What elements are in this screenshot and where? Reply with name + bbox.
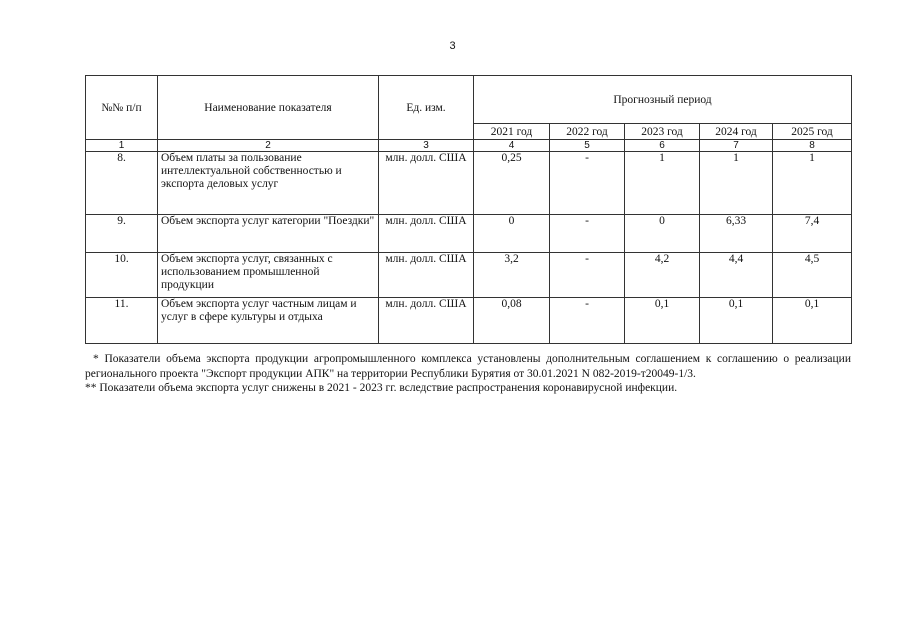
value-cell: 0,25 xyxy=(474,152,550,215)
column-number: 4 xyxy=(474,140,550,152)
row-name: Объем экспорта услуг, связанных с использованием промышленной продукции xyxy=(158,253,379,298)
row-unit: млн. долл. США xyxy=(379,152,474,215)
header-year: 2021 год xyxy=(474,124,550,140)
value-cell: 0,08 xyxy=(474,298,550,344)
header-year: 2022 год xyxy=(550,124,625,140)
header-year: 2023 год xyxy=(625,124,700,140)
row-number: 10. xyxy=(86,253,158,298)
column-number: 6 xyxy=(625,140,700,152)
column-number: 3 xyxy=(379,140,474,152)
column-number: 8 xyxy=(773,140,852,152)
table-row xyxy=(86,298,852,344)
row-number: 9. xyxy=(86,215,158,253)
value-cell: - xyxy=(550,152,625,215)
value-cell: - xyxy=(550,298,625,344)
column-number: 2 xyxy=(158,140,379,152)
row-name: Объем экспорта услуг категории "Поездки" xyxy=(158,215,379,253)
value-cell: 0 xyxy=(625,215,700,253)
row-unit: млн. долл. США xyxy=(379,215,474,253)
column-number: 5 xyxy=(550,140,625,152)
value-cell: 1 xyxy=(625,152,700,215)
header-year: 2024 год xyxy=(700,124,773,140)
value-cell: 0,1 xyxy=(625,298,700,344)
value-cell: 1 xyxy=(700,152,773,215)
header-unit: Ед. изм. xyxy=(379,76,474,140)
value-cell: - xyxy=(550,215,625,253)
value-cell: 7,4 xyxy=(773,215,852,253)
value-cell: 6,33 xyxy=(700,215,773,253)
column-number-row xyxy=(86,140,852,152)
row-number: 11. xyxy=(86,298,158,344)
value-cell: 0,1 xyxy=(700,298,773,344)
row-unit: млн. долл. США xyxy=(379,253,474,298)
row-unit: млн. долл. США xyxy=(379,298,474,344)
row-name: Объем экспорта услуг частным лицам и услуг в сфере культуры и отдыха xyxy=(158,298,379,344)
column-number: 1 xyxy=(86,140,158,152)
table-row xyxy=(86,215,852,253)
value-cell: 0,1 xyxy=(773,298,852,344)
forecast-table xyxy=(85,75,852,344)
row-name: Объем платы за пользование интеллектуальной собственностью и экспорта деловых услуг xyxy=(158,152,379,215)
table-row xyxy=(86,253,852,298)
value-cell: 4,2 xyxy=(625,253,700,298)
footnote-apk: * Показатели объема экспорта продукции агропромышленного комплекса установлены дополнительным соглашением к соглашению о реализации регионального проекта "Экспорт продукции АПК" на территории Республики Бурятия от 30.01.2021 N 082-2019-т20049-1/3. xyxy=(85,353,851,380)
header-period: Прогнозный период xyxy=(474,76,852,124)
header-name: Наименование показателя xyxy=(158,76,379,140)
value-cell: - xyxy=(550,253,625,298)
value-cell: 3,2 xyxy=(474,253,550,298)
footnote-services: ** Показатели объема экспорта услуг снижены в 2021 - 2023 гг. вследствие распространения коронавирусной инфекции. xyxy=(85,382,678,394)
header-year: 2025 год xyxy=(773,124,852,140)
row-number: 8. xyxy=(86,152,158,215)
page-number: 3 xyxy=(449,40,456,52)
column-number: 7 xyxy=(700,140,773,152)
value-cell: 0 xyxy=(474,215,550,253)
value-cell: 4,4 xyxy=(700,253,773,298)
value-cell: 1 xyxy=(773,152,852,215)
value-cell: 4,5 xyxy=(773,253,852,298)
header-num: №№ п/п xyxy=(86,76,158,140)
footnotes xyxy=(85,352,851,396)
table-row xyxy=(86,152,852,215)
